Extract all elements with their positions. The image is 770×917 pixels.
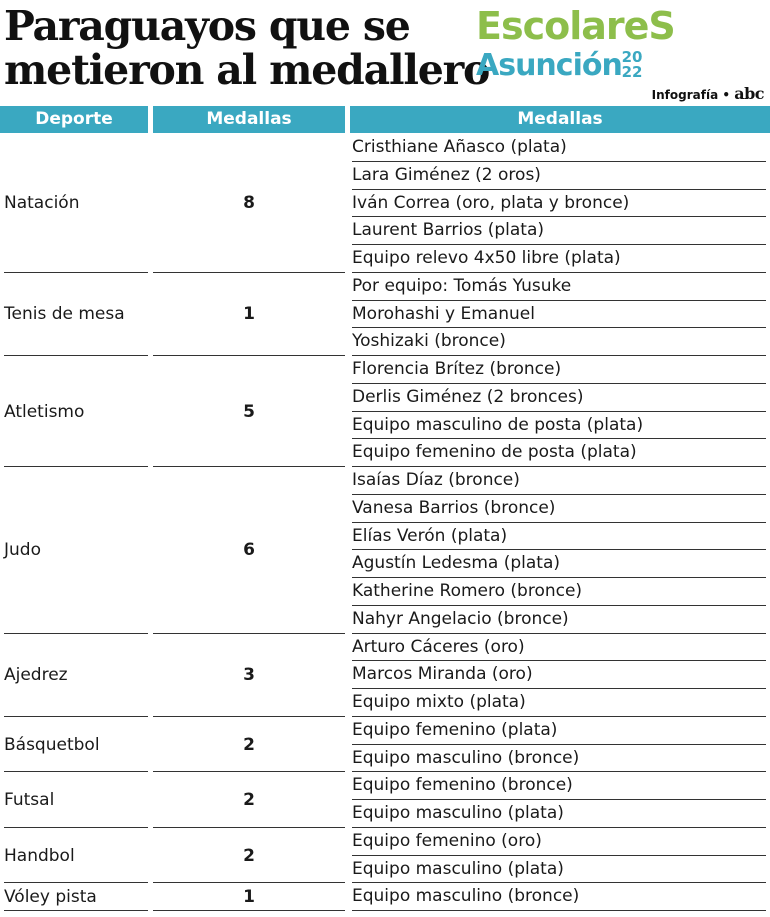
medal-count-cell: 5 <box>243 401 255 422</box>
sport-cell: Natación <box>4 193 80 214</box>
header-medallas-list: Medallas <box>350 106 770 133</box>
medalist-row: Equipo masculino de posta (plata) <box>352 412 766 440</box>
abc-logo: abc <box>734 84 764 103</box>
medalist-row: Equipo masculino (bronce) <box>352 883 766 911</box>
medalist-row: Por equipo: Tomás Yusuke <box>352 273 766 301</box>
medalist-row: Equipo mixto (plata) <box>352 689 766 717</box>
medalist-row: Arturo Cáceres (oro) <box>352 634 766 662</box>
medalist-row: Nahyr Angelacio (bronce) <box>352 606 766 634</box>
medal-count-cell: 2 <box>243 845 255 866</box>
title-line-2: metieron al medallero <box>4 46 490 94</box>
header-deporte: Deporte <box>0 106 148 133</box>
header-medallas-count: Medallas <box>153 106 345 133</box>
credit-label: Infografía • <box>651 88 731 102</box>
medalist-row: Marcos Miranda (oro) <box>352 661 766 689</box>
medal-count-cell: 1 <box>243 887 255 908</box>
logo-year-bottom: 22 <box>621 63 643 81</box>
sport-cell: Básquetbol <box>4 734 100 755</box>
medal-count-cell: 2 <box>243 734 255 755</box>
medalist-row: Equipo relevo 4x50 libre (plata) <box>352 245 766 273</box>
medalist-row: Equipo femenino (bronce) <box>352 772 766 800</box>
sport-cell: Atletismo <box>4 401 85 422</box>
medalist-row: Equipo masculino (plata) <box>352 800 766 828</box>
medalist-row: Equipo femenino (plata) <box>352 717 766 745</box>
medalist-row: Iván Correa (oro, plata y bronce) <box>352 190 766 218</box>
sport-cell: Futsal <box>4 790 55 810</box>
logo-year <box>621 50 643 80</box>
sport-cell: Handbol <box>4 845 75 866</box>
medalist-row: Cristhiane Añasco (plata) <box>352 134 766 162</box>
medalist-row: Elías Verón (plata) <box>352 523 766 551</box>
medalist-row: Laurent Barrios (plata) <box>352 217 766 245</box>
medalist-row: Equipo masculino (bronce) <box>352 745 766 773</box>
group-divider-sport <box>4 910 148 911</box>
medalist-row: Katherine Romero (bronce) <box>352 578 766 606</box>
credit-line <box>652 84 764 103</box>
medal-count-cell: 8 <box>243 193 255 214</box>
medal-count-cell: 2 <box>243 790 255 810</box>
medalist-row: Lara Giménez (2 oros) <box>352 162 766 190</box>
page-title <box>4 4 489 92</box>
medalist-row: Equipo masculino (plata) <box>352 856 766 884</box>
sport-cell: Ajedrez <box>4 665 68 686</box>
escolares-logo <box>476 4 675 86</box>
medalist-row: Equipo femenino de posta (plata) <box>352 439 766 467</box>
group-divider-count <box>153 910 345 911</box>
medalist-row: Equipo femenino (oro) <box>352 828 766 856</box>
medal-count-cell: 1 <box>243 304 255 325</box>
logo-year-top: 20 <box>621 48 643 66</box>
sport-cell: Tenis de mesa <box>4 304 125 325</box>
medal-count-cell: 6 <box>243 540 255 561</box>
title-line-1: Paraguayos que se <box>4 2 410 50</box>
medalist-row: Isaías Díaz (bronce) <box>352 467 766 495</box>
medalist-row: Yoshizaki (bronce) <box>352 328 766 356</box>
medalist-row: Vanesa Barrios (bronce) <box>352 495 766 523</box>
logo-bottom-text: Asunción <box>476 48 622 83</box>
medalist-row: Derlis Giménez (2 bronces) <box>352 384 766 412</box>
medalist-row: Agustín Ledesma (plata) <box>352 550 766 578</box>
medalist-row: Florencia Brítez (bronce) <box>352 356 766 384</box>
logo-top-text: EscolareS <box>476 4 675 48</box>
medalist-row: Morohashi y Emanuel <box>352 301 766 329</box>
medal-count-cell: 3 <box>243 665 255 686</box>
sport-cell: Vóley pista <box>4 887 97 908</box>
sport-cell: Judo <box>4 540 41 561</box>
